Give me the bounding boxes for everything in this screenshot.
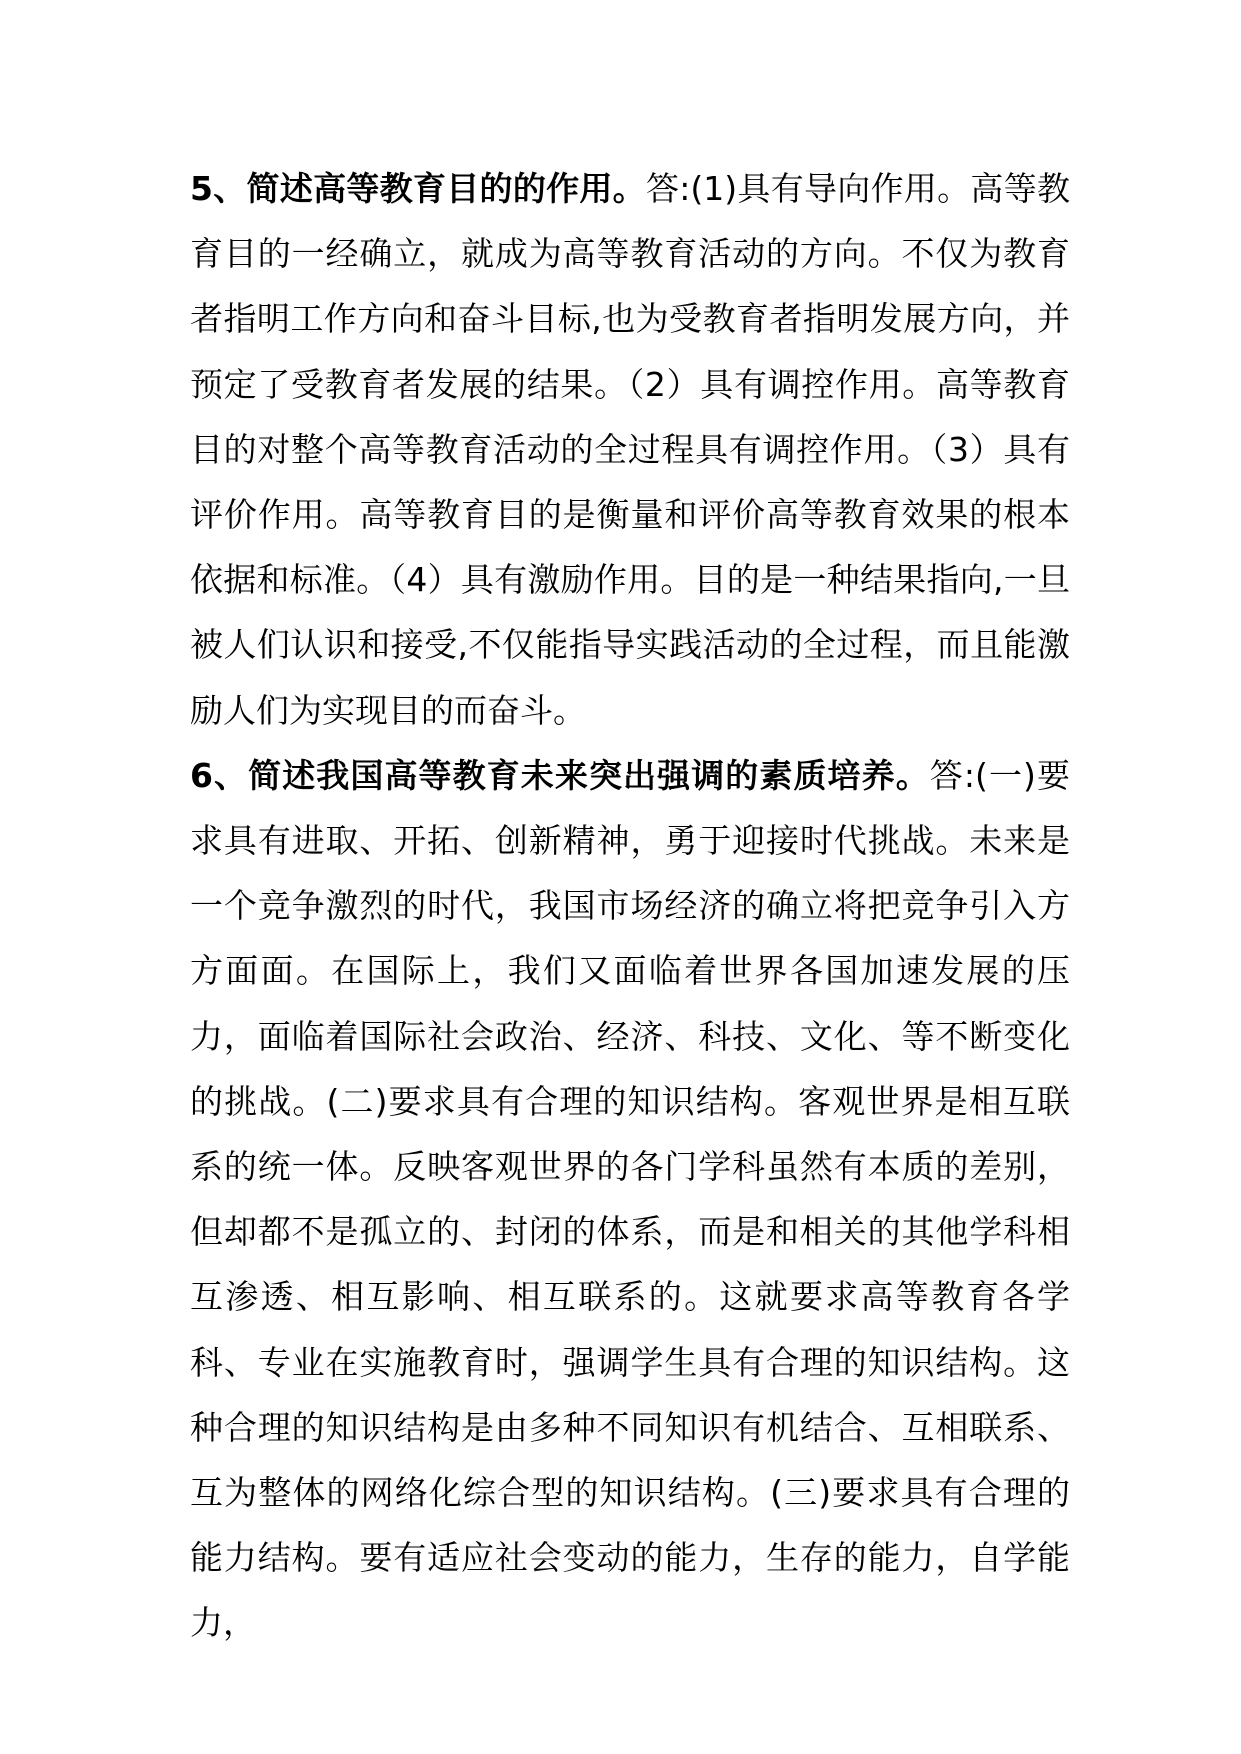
question-6-title: 6、简述我国高等教育未来突出强调的素质培养。 bbox=[190, 755, 930, 795]
question-6-answer: 答:(一)要求具有进取、开拓、创新精神，勇于迎接时代挑战。未来是一个竞争激烈的时代，我国市场经济的确立将把竞争引入方方面面。在国际上，我们又面临着世界各国加速发展的压力，面临着国际社会政治、经济、科技、文化、等不断变化的挑战。(二)要求具有合理的知识结构。客观世界是相互联系的统一体。反映客观世界的各门学科虽然有本质的差别，但却都不是孤立的、封闭的体系，而是和相关的其他学科相互渗透、相互影响、相互联系的。这就要求高等教育各学科、专业在实施教育时，强调学生具有合理的知识结构。这种合理的知识结构是由多种不同知识有机结合、互相联系、互为整体的网络化综合型的知识结构。(三)要求具有合理的能力结构。要有适应社会变动的能力，生存的能力，自学能力， bbox=[190, 755, 1070, 1643]
question-5-title: 5、简述高等教育目的的作用。 bbox=[190, 169, 646, 208]
question-6-paragraph bbox=[190, 743, 1070, 1656]
question-5-answer: 答:(1)具有导向作用。高等教育目的一经确立，就成为高等教育活动的方向。不仅为教育者指明工作方向和奋斗目标,也为受教育者指明发展方向，并预定了受教育者发展的结果。（2）具有调控作用。高等教育目的对整个高等教育活动的全过程具有调控作用。（3）具有评价作用。高等教育目的是衡量和评价高等教育效果的根本依据和标准。（4）具有激励作用。目的是一种结果指向,一旦被人们认识和接受,不仅能指导实践活动的全过程，而且能激励人们为实现目的而奋斗。 bbox=[190, 169, 1070, 730]
question-5-paragraph bbox=[190, 156, 1070, 743]
document-body bbox=[190, 156, 1070, 1656]
